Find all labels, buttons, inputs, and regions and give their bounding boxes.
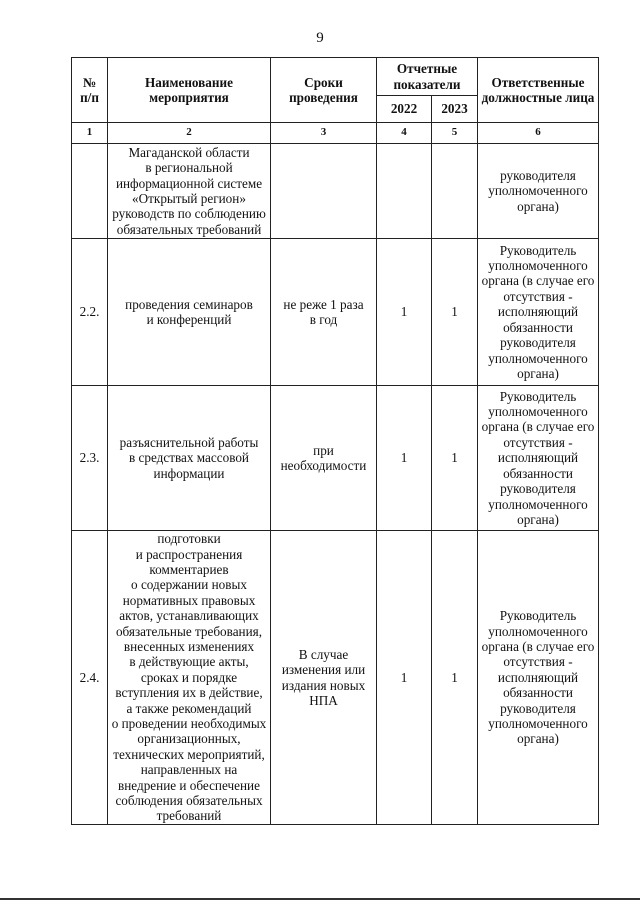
activity-name: разъяснительной работы в средствах массовой информации <box>108 386 271 531</box>
indicator-2023 <box>432 144 478 239</box>
column-number: 5 <box>432 123 478 144</box>
column-numbers-row <box>72 123 599 144</box>
responsible-person: руководителя уполномоченного органа) <box>478 144 599 239</box>
header-activity-name: Наименование мероприятия <box>108 58 271 123</box>
activity-name: проведения семинаров и конференций <box>108 239 271 386</box>
activity-dates: при необходимости <box>271 386 377 531</box>
row-number: 2.2. <box>72 239 108 386</box>
indicator-2022 <box>377 144 432 239</box>
activity-plan-table <box>71 57 599 825</box>
indicator-2023: 1 <box>432 531 478 825</box>
row-number <box>72 144 108 239</box>
table-row <box>72 531 599 825</box>
activity-dates: не реже 1 раза в год <box>271 239 377 386</box>
activity-name: Магаданской области в региональной информационной системе «Открытый регион» руководств по соблюдению обязательных требований <box>108 144 271 239</box>
activity-dates: В случае изменения или издания новых НПА <box>271 531 377 825</box>
column-number: 4 <box>377 123 432 144</box>
indicator-2023: 1 <box>432 386 478 531</box>
table-row <box>72 144 599 239</box>
bottom-divider <box>0 898 640 900</box>
header-number: № п/п <box>72 58 108 123</box>
header-indicators: Отчетные показатели <box>377 58 478 96</box>
responsible-person: Руководитель уполномоченного органа (в случае его отсутствия - исполняющий обязанности руководителя уполномоченного органа) <box>478 239 599 386</box>
indicator-2022: 1 <box>377 531 432 825</box>
indicator-2023: 1 <box>432 239 478 386</box>
indicator-2022: 1 <box>377 386 432 531</box>
row-number: 2.4. <box>72 531 108 825</box>
responsible-person: Руководитель уполномоченного органа (в случае его отсутствия - исполняющий обязанности руководителя уполномоченного органа) <box>478 386 599 531</box>
column-number: 3 <box>271 123 377 144</box>
column-number: 1 <box>72 123 108 144</box>
row-number: 2.3. <box>72 386 108 531</box>
table-row <box>72 239 599 386</box>
header-year-2023: 2023 <box>432 96 478 123</box>
header-responsible: Ответственные должностные лица <box>478 58 599 123</box>
column-number: 2 <box>108 123 271 144</box>
activity-dates <box>271 144 377 239</box>
header-dates: Сроки проведения <box>271 58 377 123</box>
column-number: 6 <box>478 123 599 144</box>
table-row <box>72 386 599 531</box>
page-number: 9 <box>316 30 324 46</box>
activity-name: подготовки и распространения комментариев о содержании новых нормативных правовых актов, устанавливающих обязательные требования, внесенных изменениях в действующие акты, сроках и порядке вступления их в действие, а также рекомендаций о проведении необходимых организационных, технических мероприятий, направленных на внедрение и обеспечение соблюдения обязательных требований <box>108 531 271 825</box>
responsible-person: Руководитель уполномоченного органа (в случае его отсутствия - исполняющий обязанности руководителя уполномоченного органа) <box>478 531 599 825</box>
header-year-2022: 2022 <box>377 96 432 123</box>
indicator-2022: 1 <box>377 239 432 386</box>
